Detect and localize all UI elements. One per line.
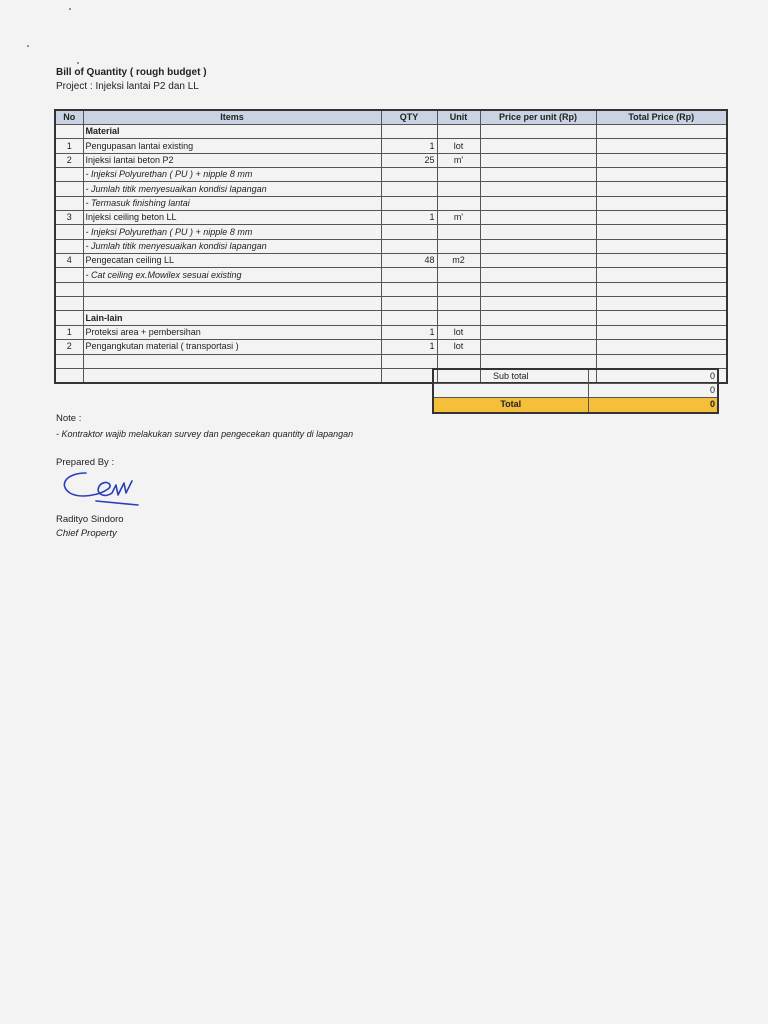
- row-unit: [437, 225, 480, 239]
- row-total-price: [596, 254, 727, 268]
- row-total-price: [596, 168, 727, 182]
- note-text: - Kontraktor wajib melakukan survey dan pengecekan quantity di lapangan: [56, 429, 354, 439]
- bill-of-quantity-table: [54, 109, 728, 384]
- row-unit: [437, 297, 480, 311]
- table-row: [55, 282, 727, 296]
- header-unit: Unit: [437, 110, 480, 125]
- scan-speck: [77, 62, 79, 64]
- row-price-per-unit: [480, 225, 596, 239]
- row-item: [83, 368, 381, 383]
- table-row: [55, 196, 727, 210]
- row-total-price: [596, 125, 727, 139]
- row-unit: [437, 182, 480, 196]
- row-total-price: [596, 211, 727, 225]
- row-number: 4: [55, 254, 83, 268]
- subtotal-value: 0: [588, 369, 718, 384]
- row-total-price: [596, 225, 727, 239]
- row-unit: [437, 354, 480, 368]
- row-number: 2: [55, 340, 83, 354]
- row-number: [55, 125, 83, 139]
- row-price-per-unit: [480, 211, 596, 225]
- table-header-row: [55, 110, 727, 125]
- table-row: [55, 182, 727, 196]
- row-qty: [381, 182, 437, 196]
- table-row: [55, 311, 727, 325]
- table-row: [55, 239, 727, 253]
- row-unit: lot: [437, 325, 480, 339]
- summary-table: [432, 368, 719, 414]
- document-title: Bill of Quantity ( rough budget ): [56, 67, 207, 78]
- row-item: - Injeksi Polyurethan ( PU ) + nipple 8 mm: [83, 225, 381, 239]
- header-no: No: [55, 110, 83, 125]
- row-qty: [381, 282, 437, 296]
- row-item: - Termasuk finishing lantai: [83, 196, 381, 210]
- total-label: Total: [433, 398, 588, 413]
- note-label: Note :: [56, 413, 82, 424]
- row-total-price: [596, 239, 727, 253]
- subtotal-row: [433, 369, 718, 384]
- blank-summary-value: 0: [588, 384, 718, 398]
- row-price-per-unit: [480, 282, 596, 296]
- row-item: Injeksi lantai beton P2: [83, 153, 381, 167]
- signatory-role: Chief Property: [56, 528, 117, 539]
- table-row: [55, 354, 727, 368]
- blank-summary-row: [433, 384, 718, 398]
- table-row: [55, 325, 727, 339]
- row-unit: [437, 196, 480, 210]
- row-unit: [437, 168, 480, 182]
- table-row: [55, 168, 727, 182]
- row-qty: [381, 196, 437, 210]
- row-number: 1: [55, 139, 83, 153]
- row-item: Pengangkutan material ( transportasi ): [83, 340, 381, 354]
- row-number: [55, 182, 83, 196]
- row-item: - Cat ceiling ex.Mowilex sesuai existing: [83, 268, 381, 282]
- table-row: [55, 139, 727, 153]
- row-unit: [437, 239, 480, 253]
- row-qty: 1: [381, 139, 437, 153]
- row-number: [55, 311, 83, 325]
- row-price-per-unit: [480, 182, 596, 196]
- row-price-per-unit: [480, 325, 596, 339]
- table-row: [55, 211, 727, 225]
- row-item: - Jumlah titik menyesuaikan kondisi lapangan: [83, 182, 381, 196]
- row-unit: lot: [437, 139, 480, 153]
- row-item: [83, 354, 381, 368]
- row-number: [55, 225, 83, 239]
- row-total-price: [596, 340, 727, 354]
- row-total-price: [596, 311, 727, 325]
- header-qty: QTY: [381, 110, 437, 125]
- row-total-price: [596, 196, 727, 210]
- table-row: [55, 254, 727, 268]
- row-price-per-unit: [480, 297, 596, 311]
- table-row: [55, 225, 727, 239]
- row-item: Injeksi ceiling beton LL: [83, 211, 381, 225]
- row-total-price: [596, 325, 727, 339]
- row-number: [55, 268, 83, 282]
- row-qty: [381, 125, 437, 139]
- row-price-per-unit: [480, 139, 596, 153]
- row-number: [55, 297, 83, 311]
- row-price-per-unit: [480, 239, 596, 253]
- row-qty: [381, 311, 437, 325]
- row-item: Material: [83, 125, 381, 139]
- row-number: [55, 282, 83, 296]
- row-number: [55, 239, 83, 253]
- row-item: Pengecatan ceiling LL: [83, 254, 381, 268]
- row-number: [55, 168, 83, 182]
- table-row: [55, 297, 727, 311]
- header-total-price: Total Price (Rp): [596, 110, 727, 125]
- total-row: [433, 398, 718, 413]
- row-total-price: [596, 282, 727, 296]
- prepared-by-label: Prepared By :: [56, 457, 115, 468]
- row-qty: 1: [381, 211, 437, 225]
- table-row: [55, 268, 727, 282]
- row-total-price: [596, 139, 727, 153]
- row-item: - Injeksi Polyurethan ( PU ) + nipple 8 mm: [83, 168, 381, 182]
- row-unit: [437, 311, 480, 325]
- row-price-per-unit: [480, 311, 596, 325]
- row-qty: [381, 354, 437, 368]
- row-unit: m': [437, 211, 480, 225]
- row-price-per-unit: [480, 125, 596, 139]
- row-qty: 48: [381, 254, 437, 268]
- subtotal-label: Sub total: [433, 369, 588, 384]
- row-number: [55, 196, 83, 210]
- table-row: [55, 125, 727, 139]
- row-number: [55, 354, 83, 368]
- row-price-per-unit: [480, 153, 596, 167]
- row-qty: 25: [381, 153, 437, 167]
- row-price-per-unit: [480, 254, 596, 268]
- row-qty: [381, 168, 437, 182]
- row-unit: lot: [437, 340, 480, 354]
- row-qty: 1: [381, 325, 437, 339]
- row-price-per-unit: [480, 354, 596, 368]
- row-qty: [381, 268, 437, 282]
- row-total-price: [596, 297, 727, 311]
- row-total-price: [596, 182, 727, 196]
- row-total-price: [596, 153, 727, 167]
- handwritten-signature: [56, 465, 146, 515]
- table-row: [55, 153, 727, 167]
- row-unit: [437, 282, 480, 296]
- row-qty: [381, 225, 437, 239]
- row-total-price: [596, 268, 727, 282]
- scan-speck: [27, 45, 29, 47]
- row-item: Proteksi area + pembersihan: [83, 325, 381, 339]
- row-number: 1: [55, 325, 83, 339]
- row-price-per-unit: [480, 268, 596, 282]
- row-item: Lain-lain: [83, 311, 381, 325]
- row-unit: m': [437, 153, 480, 167]
- row-qty: [381, 297, 437, 311]
- row-item: [83, 297, 381, 311]
- signatory-name: Radityo Sindoro: [56, 514, 124, 525]
- blank-summary-label: [433, 384, 588, 398]
- row-item: - Jumlah titik menyesuaikan kondisi lapangan: [83, 239, 381, 253]
- row-number: [55, 368, 83, 383]
- row-number: 2: [55, 153, 83, 167]
- row-item: [83, 282, 381, 296]
- row-number: 3: [55, 211, 83, 225]
- scan-speck: [69, 8, 71, 10]
- row-item: Pengupasan lantai existing: [83, 139, 381, 153]
- row-total-price: [596, 354, 727, 368]
- project-subtitle: Project : Injeksi lantai P2 dan LL: [56, 81, 199, 92]
- row-unit: m2: [437, 254, 480, 268]
- row-price-per-unit: [480, 340, 596, 354]
- row-unit: [437, 125, 480, 139]
- row-price-per-unit: [480, 168, 596, 182]
- row-qty: [381, 239, 437, 253]
- total-value: 0: [588, 398, 718, 413]
- header-items: Items: [83, 110, 381, 125]
- row-unit: [437, 268, 480, 282]
- header-price-per-unit: Price per unit (Rp): [480, 110, 596, 125]
- row-qty: [381, 368, 437, 383]
- row-price-per-unit: [480, 196, 596, 210]
- row-qty: 1: [381, 340, 437, 354]
- table-row: [55, 340, 727, 354]
